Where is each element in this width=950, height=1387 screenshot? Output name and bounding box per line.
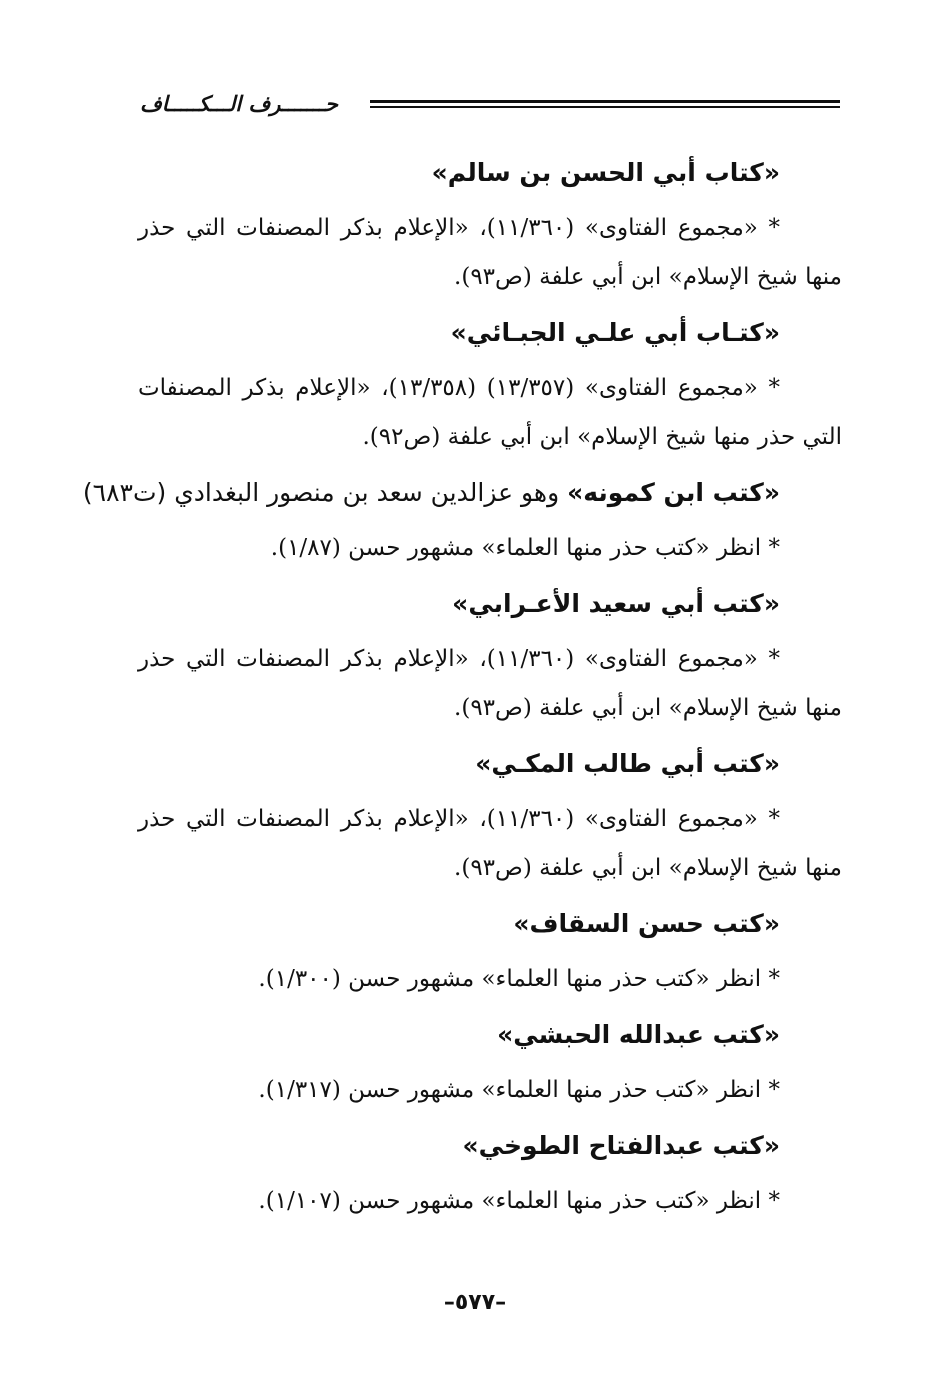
book-title: «كتـاب أبي علـي الجبـائي» — [450, 318, 780, 347]
reference-text: * انظر «كتب حذر منها العلماء» مشهور حسن (١/٣٠٠). — [258, 966, 780, 992]
header-rule-thin — [370, 106, 840, 108]
book-title: «كتب حسن السقاف» — [513, 909, 780, 938]
reference-text: * انظر «كتب حذر منها العلماء» مشهور حسن (١/١٠٧). — [258, 1188, 780, 1214]
page-number: –٥٧٧– — [443, 1290, 507, 1315]
running-header — [140, 92, 840, 122]
book-title: «كتب ابن كمونه» — [567, 478, 780, 507]
reference-text: * «مجموع الفتاوى» (١١/٣٦٠)، «الإعلام بذكر المصنفات التي حذر منها شيخ الإسلام» ابن أبي علفة (ص٩٣). — [138, 806, 842, 881]
entry — [138, 1010, 842, 1115]
reference-text: * «مجموع الفتاوى» (١١/٣٦٠)، «الإعلام بذكر المصنفات التي حذر منها شيخ الإسلام» ابن أبي علفة (ص٩٣). — [138, 215, 842, 290]
reference-text: * «مجموع الفتاوى» (١٣/٣٥٧) (١٣/٣٥٨)، «الإعلام بذكر المصنفات التي حذر منها شيخ الإسلام» ابن أبي علفة (ص٩٢). — [138, 375, 842, 450]
header-rule-thick — [370, 100, 840, 103]
entry — [138, 579, 842, 733]
book-title: «كتب أبي طالب المكـي» — [475, 749, 780, 778]
book-title: «كتب عبدالله الحبشي» — [497, 1020, 780, 1049]
entry — [138, 739, 842, 893]
entry — [82, 468, 842, 573]
entry — [138, 148, 842, 302]
author-note: وهو عزالدين سعد بن منصور البغدادي (ت٦٨٣) — [82, 478, 568, 507]
reference-text: * «مجموع الفتاوى» (١١/٣٦٠)، «الإعلام بذكر المصنفات التي حذر منها شيخ الإسلام» ابن أبي علفة (ص٩٣). — [138, 646, 842, 721]
book-title: «كتب عبدالفتاح الطوخي» — [462, 1131, 780, 1160]
reference-text: * انظر «كتب حذر منها العلماء» مشهور حسن (١/٣١٧). — [258, 1077, 780, 1103]
entry — [138, 1121, 842, 1226]
book-title: «كتاب أبي الحسن بن سالم» — [431, 158, 780, 187]
book-title: «كتب أبي سعيد الأعـرابي» — [452, 589, 780, 618]
entry — [138, 308, 842, 462]
page-body — [82, 148, 842, 1232]
running-title: حـــــــرف الـــكـــــاف — [140, 92, 338, 116]
reference-text: * انظر «كتب حذر منها العلماء» مشهور حسن (١/٨٧). — [270, 535, 780, 561]
book-title-line — [82, 468, 842, 518]
entry — [138, 899, 842, 1004]
